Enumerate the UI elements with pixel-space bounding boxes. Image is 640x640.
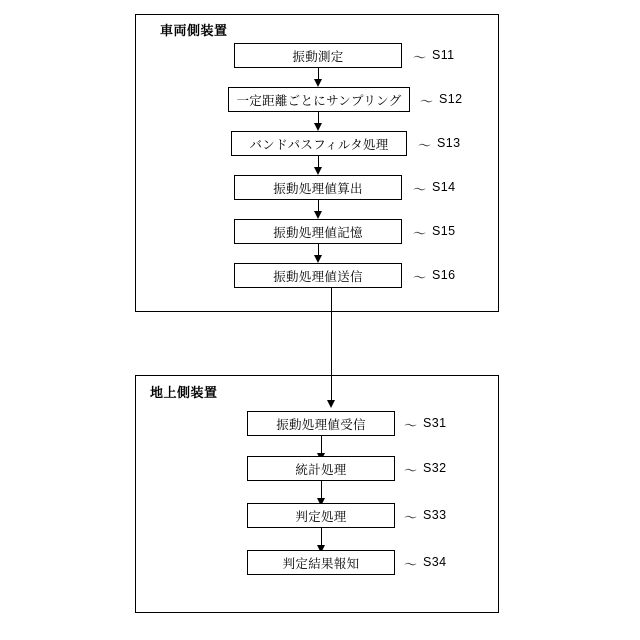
tilde-s11: 〜 bbox=[413, 50, 427, 65]
step-box-s11: 振動測定 bbox=[234, 43, 402, 68]
tilde-s12: 〜 bbox=[420, 94, 434, 109]
step-box-s34: 判定結果報知 bbox=[247, 550, 395, 575]
step-label-s31: S31 bbox=[423, 416, 447, 430]
step-label-s13: S13 bbox=[437, 136, 461, 150]
step-label-s32: S32 bbox=[423, 461, 447, 475]
step-label-s11: S11 bbox=[432, 48, 455, 62]
step-box-s15: 振動処理値記憶 bbox=[234, 219, 402, 244]
tilde-s14: 〜 bbox=[413, 182, 427, 197]
step-box-s13: バンドパスフィルタ処理 bbox=[231, 131, 407, 156]
step-label-s16: S16 bbox=[432, 268, 456, 282]
tilde-s15: 〜 bbox=[413, 226, 427, 241]
step-box-s33: 判定処理 bbox=[247, 503, 395, 528]
step-label-s34: S34 bbox=[423, 555, 447, 569]
group-vehicle-side-title: 車両側装置 bbox=[160, 23, 228, 38]
step-box-s14: 振動処理値算出 bbox=[234, 175, 402, 200]
step-box-s31: 振動処理値受信 bbox=[247, 411, 395, 436]
step-label-s33: S33 bbox=[423, 508, 447, 522]
step-box-s12: 一定距離ごとにサンプリング bbox=[228, 87, 410, 112]
group-ground-side-title: 地上側装置 bbox=[150, 385, 218, 400]
tilde-s34: 〜 bbox=[404, 557, 418, 572]
step-box-s16: 振動処理値送信 bbox=[234, 263, 402, 288]
tilde-s16: 〜 bbox=[413, 270, 427, 285]
tilde-s31: 〜 bbox=[404, 418, 418, 433]
tilde-s33: 〜 bbox=[404, 510, 418, 525]
step-label-s14: S14 bbox=[432, 180, 456, 194]
step-label-s15: S15 bbox=[432, 224, 456, 238]
tilde-s13: 〜 bbox=[418, 138, 432, 153]
step-label-s12: S12 bbox=[439, 92, 463, 106]
tilde-s32: 〜 bbox=[404, 463, 418, 478]
step-box-s32: 統計処理 bbox=[247, 456, 395, 481]
